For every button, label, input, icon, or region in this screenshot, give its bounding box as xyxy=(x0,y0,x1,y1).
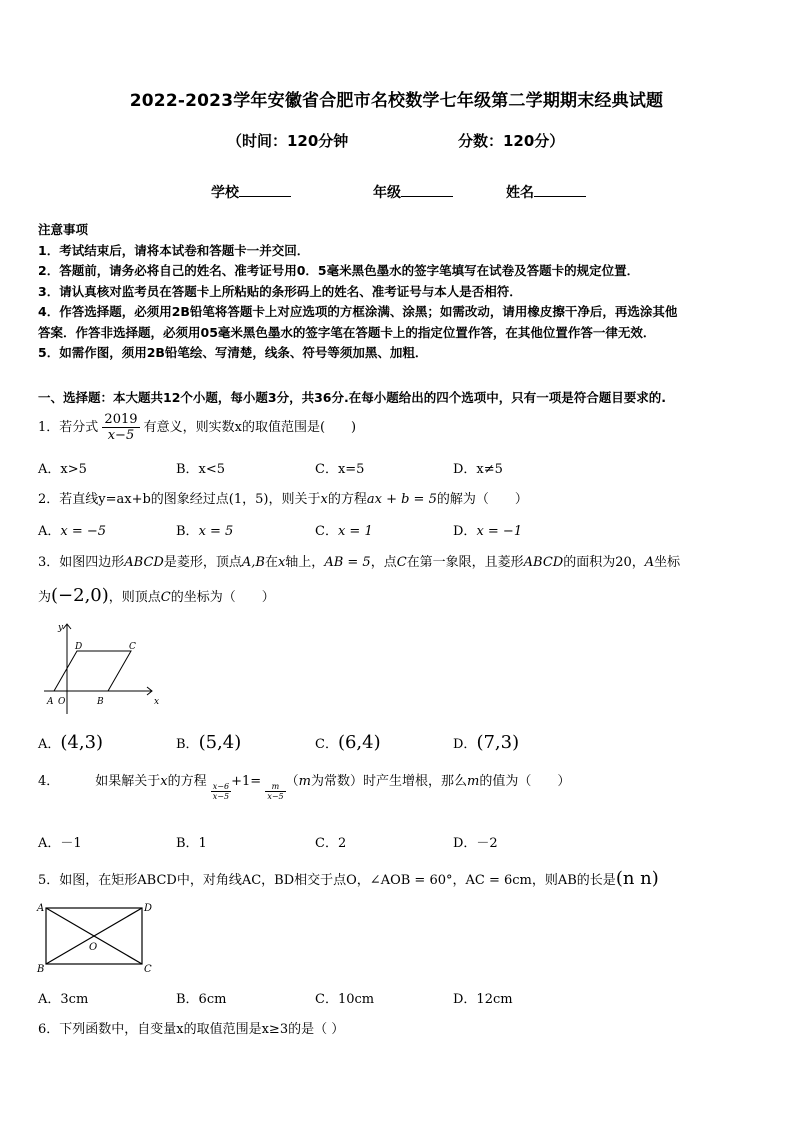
label-d: D xyxy=(75,642,83,652)
label-b: B xyxy=(37,964,45,975)
q2-option-a[interactable] xyxy=(38,520,106,539)
label-c: C xyxy=(129,642,136,652)
label-o: O xyxy=(89,942,98,953)
q3-option-d-math: (7,3) xyxy=(476,732,520,753)
question-6: 6．下列函数中，自变量x的取值范围是x≥3的是（ ） xyxy=(38,1022,345,1037)
q3-text: 坐标 xyxy=(654,555,681,570)
q3-ab-eq: AB = 5 xyxy=(324,555,371,570)
q2-option-b-label: B． xyxy=(176,524,199,539)
question-2 xyxy=(38,488,528,507)
grade-blank[interactable] xyxy=(401,182,453,197)
q3-a: A xyxy=(644,555,655,570)
q4-fraction-1 xyxy=(211,782,231,801)
q2-option-d[interactable] xyxy=(453,520,522,539)
grade-label: 年级 xyxy=(373,185,401,201)
exam-score: 分数：120分） xyxy=(458,132,565,150)
q2-option-d-label: D． xyxy=(453,524,477,539)
notes-heading: 注意事项 xyxy=(38,222,89,237)
q5-tail: (n n) xyxy=(615,868,659,889)
q3-c: C xyxy=(160,590,171,605)
q5-option-b[interactable]: B．6cm xyxy=(176,992,227,1007)
q3-option-c-math: (6,4) xyxy=(337,732,381,753)
note-item: 4．作答选择题，必须用2B铅笔将答题卡上对应选项的方框涂满、涂黑；如需改动，请用橡皮擦干净后，再选涂其他 xyxy=(38,304,678,319)
q2-option-d-math: x = −1 xyxy=(476,524,523,539)
question-3-line-1 xyxy=(38,551,680,570)
page-title: 2022-2023学年安徽省合肥市名校数学七年级第二学期期末经典试题 xyxy=(129,91,664,111)
q2-text-c: 的解为（ ） xyxy=(436,492,528,507)
q3-a-coord: (−2,0) xyxy=(51,585,109,606)
q3-text: 的面积为20， xyxy=(563,555,645,570)
note-item: 3．请认真核对监考员在答题卡上所粘贴的条形码上的姓名、准考证号与本人是否相符． xyxy=(38,283,522,299)
label-a: A xyxy=(37,903,45,914)
q5-option-a[interactable]: A．3cm xyxy=(38,992,89,1007)
q3-x: x xyxy=(277,555,286,570)
q4-text-c: （ xyxy=(285,774,299,789)
q4-text-e: 的值为（ ） xyxy=(479,774,571,789)
q1-option-d[interactable]: D．x≠5 xyxy=(453,462,503,477)
label-x: x xyxy=(154,697,160,707)
q5-option-c[interactable]: C．10cm xyxy=(315,992,375,1007)
q4-text-b: 的方程 xyxy=(167,774,207,789)
q4-frac1-num: x−6 xyxy=(212,782,230,791)
question-5 xyxy=(38,868,659,889)
q3-option-b-math: (5,4) xyxy=(198,732,242,753)
q3-text: ，则顶点 xyxy=(108,590,161,605)
q3-option-c[interactable] xyxy=(315,732,381,753)
q4-option-d[interactable]: D．－2 xyxy=(453,836,498,851)
q4-option-c[interactable]: C．2 xyxy=(315,836,347,851)
q4-m: m xyxy=(298,774,311,789)
school-field[interactable] xyxy=(211,182,291,202)
q5-text-a: 5．如图，在矩形ABCD中，对角线AC，BD相交于点O， xyxy=(38,873,370,888)
q3-option-b[interactable] xyxy=(176,732,241,753)
q1-frac-num: 2019 xyxy=(104,412,138,427)
q3-option-a-math: (4,3) xyxy=(60,732,104,753)
q3-option-d[interactable] xyxy=(453,732,519,753)
q4-x: x xyxy=(160,774,168,789)
name-label: 姓名 xyxy=(506,185,534,201)
name-field[interactable] xyxy=(506,182,586,202)
label-y: y xyxy=(58,623,64,633)
q4-frac2-den: x−5 xyxy=(267,792,284,801)
label-c: C xyxy=(144,964,152,975)
label-a: A xyxy=(47,697,54,707)
q2-option-a-math: x = −5 xyxy=(60,524,107,539)
exam-time: （时间：120分钟 xyxy=(227,132,349,150)
q1-frac-den: x−5 xyxy=(107,428,135,443)
question-4 xyxy=(38,770,570,801)
notes-block xyxy=(38,220,677,364)
note-item: 2．答题前，请务必将自己的姓名、准考证号用0．5毫米黑色墨水的签字笔填写在试卷及答题卡的规定位置． xyxy=(38,263,640,278)
q2-option-b[interactable] xyxy=(176,520,233,539)
rhombus-abcd xyxy=(54,651,131,691)
q1-option-a[interactable]: A．x>5 xyxy=(38,462,87,477)
q2-option-c[interactable] xyxy=(315,520,373,539)
q4-option-a[interactable]: A．－1 xyxy=(38,836,82,851)
q3-c: C xyxy=(396,555,407,570)
q2-equation: ax + b = 5 xyxy=(366,492,437,507)
q3-option-a-label: A． xyxy=(38,737,61,752)
q3-option-c-label: C． xyxy=(315,737,338,752)
q3-text: 的坐标为（ ） xyxy=(170,590,275,605)
note-item: 5．如需作图，须用2B铅笔绘、写清楚，线条、符号等须加黑、加粗． xyxy=(38,345,428,360)
label-b: B xyxy=(97,697,104,707)
question-1 xyxy=(38,412,356,443)
q3-text: 在 xyxy=(264,555,278,570)
q4-fraction-2 xyxy=(265,782,285,801)
note-item: 答案．作答非选择题，必须用05毫米黑色墨水的签字笔在答题卡上的指定位置作答，在其他位置作答一律无效． xyxy=(38,324,656,340)
section-heading: 一、选择题：本大题共12个小题，每小题3分，共36分.在每小题给出的四个选项中，只有一项是符合题目要求的. xyxy=(38,390,666,405)
q1-fraction xyxy=(102,412,139,443)
school-blank[interactable] xyxy=(239,182,291,197)
q2-text-a: 2．若直线y=ax+b的图象经过点(1，5)，则关于 xyxy=(38,492,321,507)
q1-option-b[interactable]: B．x<5 xyxy=(176,462,226,477)
q1-suffix: 有意义，则实数x的取值范围是( ) xyxy=(143,420,357,435)
q3-ab-points: A,B xyxy=(241,555,265,570)
note-item: 1．考试结束后，请将本试卷和答题卡一并交回． xyxy=(38,242,310,258)
q3-option-d-label: D． xyxy=(453,737,477,752)
label-d: D xyxy=(144,903,153,914)
school-label: 学校 xyxy=(211,185,239,201)
q4-text-d: 为常数）时产生增根，那么 xyxy=(310,774,467,789)
grade-field[interactable] xyxy=(373,182,453,202)
q4-text-a: 如果解关于 xyxy=(95,774,161,789)
q3-option-b-label: B． xyxy=(176,737,199,752)
q2-option-a-label: A． xyxy=(38,524,61,539)
q4-m: m xyxy=(466,774,480,789)
q2-x: x xyxy=(320,492,328,507)
q3-text: 是菱形，顶点 xyxy=(163,555,242,570)
q4-plus: +1= xyxy=(231,774,262,789)
q4-num: 4． xyxy=(38,774,60,789)
label-o: O xyxy=(58,697,66,707)
q3-text: 为 xyxy=(38,590,52,605)
q4-option-b[interactable]: B．1 xyxy=(176,836,207,851)
q2-option-b-math: x = 5 xyxy=(198,524,234,539)
q5-angle: ∠AOB = 60°，AC = 6cm xyxy=(369,873,532,888)
q3-abcd: ABCD xyxy=(124,555,164,570)
q2-option-c-math: x = 1 xyxy=(337,524,373,539)
q1-prefix: 1．若分式 xyxy=(38,420,99,435)
q4-frac2-num: m xyxy=(265,782,285,792)
q5-option-d[interactable]: D．12cm xyxy=(453,992,513,1007)
question-3-line-2 xyxy=(38,585,275,606)
q1-option-c[interactable]: C．x=5 xyxy=(315,462,365,477)
q3-text: 在第一象限，且菱形 xyxy=(406,555,524,570)
q4-frac1-den: x−5 xyxy=(212,792,230,801)
q3-text: 3．如图四边形 xyxy=(38,555,125,570)
q3-option-a[interactable] xyxy=(38,732,103,753)
name-blank[interactable] xyxy=(534,182,586,197)
rectangle-figure xyxy=(34,898,159,978)
q5-text-b: ，则AB的长是 xyxy=(531,873,616,888)
q3-text: ，点 xyxy=(370,555,397,570)
q3-text: 轴上， xyxy=(285,555,325,570)
rhombus-figure xyxy=(40,618,165,718)
q2-text-b: 的方程 xyxy=(327,492,367,507)
q3-abcd: ABCD xyxy=(523,555,564,570)
q2-option-c-label: C． xyxy=(315,524,338,539)
